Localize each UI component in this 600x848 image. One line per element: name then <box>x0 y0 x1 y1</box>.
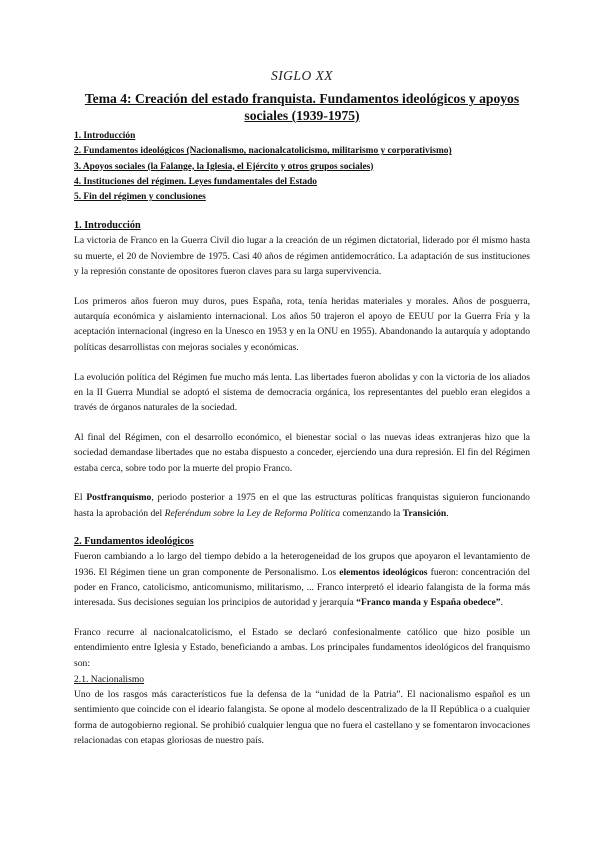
subsection-heading: 2.1. Nacionalismo <box>74 674 145 686</box>
text-run: Fueron cambiando a lo largo del tiempo debido a la heterogeneidad de los grupos que apoyaron el levantamiento de 1936. El Régimen tiene un gran componente de Personalismo. Los <box>74 551 530 578</box>
text-run: fueron: concentración del poder en Franco, catolicismo, anticomunismo, militarismo, ... Franco interpretó el ideario falangista de la forma más interesada. Sus decisiones seguían los principios de autoridad y jerarquía <box>74 566 530 609</box>
bold-term: Transición <box>402 507 447 519</box>
text-run: . <box>446 507 449 519</box>
toc-item[interactable]: 2. Fundamentos ideológicos (Nacionalismo, nacionalcatolicismo, militarismo y corporativismo) <box>74 146 452 157</box>
toc-item[interactable]: 3. Apoyos sociales (la Falange, la Iglesia, el Ejército y otros grupos sociales) <box>74 161 374 172</box>
paragraph: Al final del Régimen, con el desarrollo económico, el bienestar social o las nuevas ideas extranjeras hizo que la sociedad demandase libertades que no estaba dispuesto a conceder, ejerciendo una dura represión. El fin del Régimen estaba cerca, sobre todo por la muerte del propio Franco. <box>74 431 530 474</box>
text-run: comenzando la <box>340 507 403 519</box>
paragraph: La evolución política del Régimen fue mucho más lenta. Las libertades fueron abolidas y con la victoria de los aliados en la II Guerra Mundial se adoptó el sistema de democracia orgánica, los representantes del pueblo eran elegidos a través de órganos naturales de la sociedad. <box>74 371 530 414</box>
toc-item[interactable]: 5. Fin del régimen y conclusiones <box>74 192 206 203</box>
document-content <box>74 68 530 763</box>
text-run: El <box>74 492 87 504</box>
section-heading: 2. Fundamentos ideológicos <box>74 536 194 548</box>
bold-quote: “Franco manda y España obedece” <box>356 597 501 609</box>
paragraph: Uno de los rasgos más característicos fue la defensa de la “unidad de la Patria”. El nacionalismo español es un sentimiento que coincide con el ideario falangista. Se opone al modelo descentralizado de la II República o a cualquier forma de autogobierno regional. Se prohibió cualquier lengua que no fuera el castellano y se fomentaron invocaciones relacionadas con etapas gloriosas de nuestro país. <box>74 689 530 746</box>
paragraph: Franco recurre al nacionalcatolicismo, el Estado se declaró confesionalmente católico que hizo posible un entendimiento entre Iglesia y Estado, beneficiando a ambas. Los principales fundamentos ideológicos del franquismo son: <box>74 627 530 669</box>
section-heading: 1. Introducción <box>74 220 141 232</box>
toc-item[interactable]: 1. Introducción <box>74 131 136 141</box>
text-run: . <box>500 597 503 609</box>
paragraph <box>74 549 530 610</box>
toc-item[interactable]: 4. Instituciones del régimen. Leyes fundamentales del Estado <box>74 176 317 187</box>
table-of-contents <box>74 129 530 205</box>
document-title: Tema 4: Creación del estado franquista. Fundamentos ideológicos y apoyos sociales (1939-1975) <box>84 91 520 123</box>
paragraph <box>74 490 530 521</box>
bold-term: elementos ideológicos <box>339 566 428 578</box>
page-header: SIGLO XX <box>270 68 334 83</box>
bold-term: Postfranquismo <box>86 492 152 504</box>
italic-term: Referéndum sobre la Ley de Reforma Política <box>164 507 341 519</box>
paragraph: La victoria de Franco en la Guerra Civil dio lugar a la creación de un régimen dictatorial, liderado por él mismo hasta su muerte, el 20 de Noviembre de 1975. Casi 40 años de régimen antidemocrático. La adaptación de sus instituciones y la represión constante de opositores fueron claves para su larga supervivencia. <box>74 235 530 278</box>
text-run: , periodo posterior a 1975 en el que las estructuras políticas franquistas siguieron funcionando hasta la aprobación del <box>74 492 530 519</box>
paragraph: Los primeros años fueron muy duros, pues España, rota, tenía heridas materiales y morales. Años de posguerra, autarquía económica y aislamiento internacional. Los años 50 trajeron el apoyo de EEUU por la Guerra Fría y la aceptación internacional (ingreso en la Unesco en 1953 y en la ONU en 1955). Abandonando la autarquía y adoptando políticas desarrollistas con mejoras sociales y económicas. <box>74 295 530 353</box>
